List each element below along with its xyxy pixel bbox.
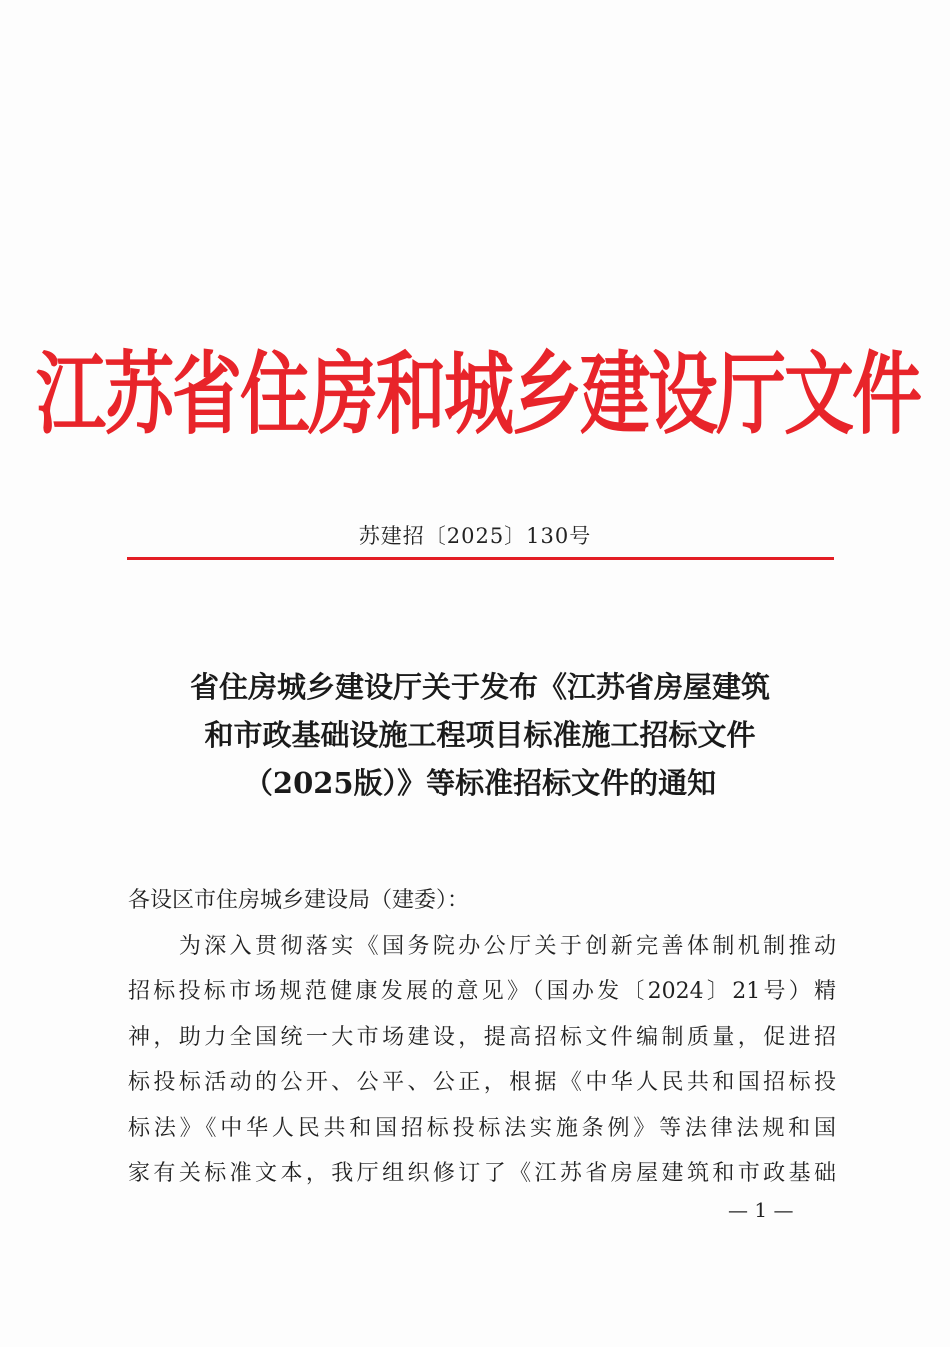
- body-line: 标投标活动的公开、公平、公正，根据《中华人民共和国招标投: [128, 1070, 836, 1095]
- title-line: 和市政基础设施工程项目标准施工招标文件: [204, 718, 756, 752]
- document-masthead: 江苏省住房和城乡建设厅文件: [36, 342, 920, 448]
- title-line: 省住房城乡建设厅关于发布《江苏省房屋建筑: [189, 670, 770, 704]
- body-line: 招标投标市场规范健康发展的意见》（国办发〔2024〕21号）精: [128, 979, 836, 1004]
- body-line: 为深入贯彻落实《国务院办公厅关于创新完善体制机制推动: [128, 933, 836, 959]
- document-body: [128, 878, 836, 1197]
- red-separator-line: [127, 557, 834, 560]
- title-line: （2025版）》等标准招标文件的通知: [243, 766, 717, 800]
- body-line: 标法》《中华人民共和国招标投标法实施条例》等法律法规和国: [128, 1115, 836, 1141]
- document-number: 苏建招〔2025〕130号: [358, 524, 592, 548]
- page-number: — 1 —: [728, 1198, 794, 1222]
- salutation: 各设区市住房城乡建设局（建委）：: [128, 888, 470, 913]
- body-line: 家有关标准文本，我厅组织修订了《江苏省房屋建筑和市政基础: [128, 1161, 836, 1186]
- document-title: [110, 663, 850, 807]
- body-line: 神，助力全国统一大市场建设，提高招标文件编制质量，促进招: [128, 1024, 836, 1050]
